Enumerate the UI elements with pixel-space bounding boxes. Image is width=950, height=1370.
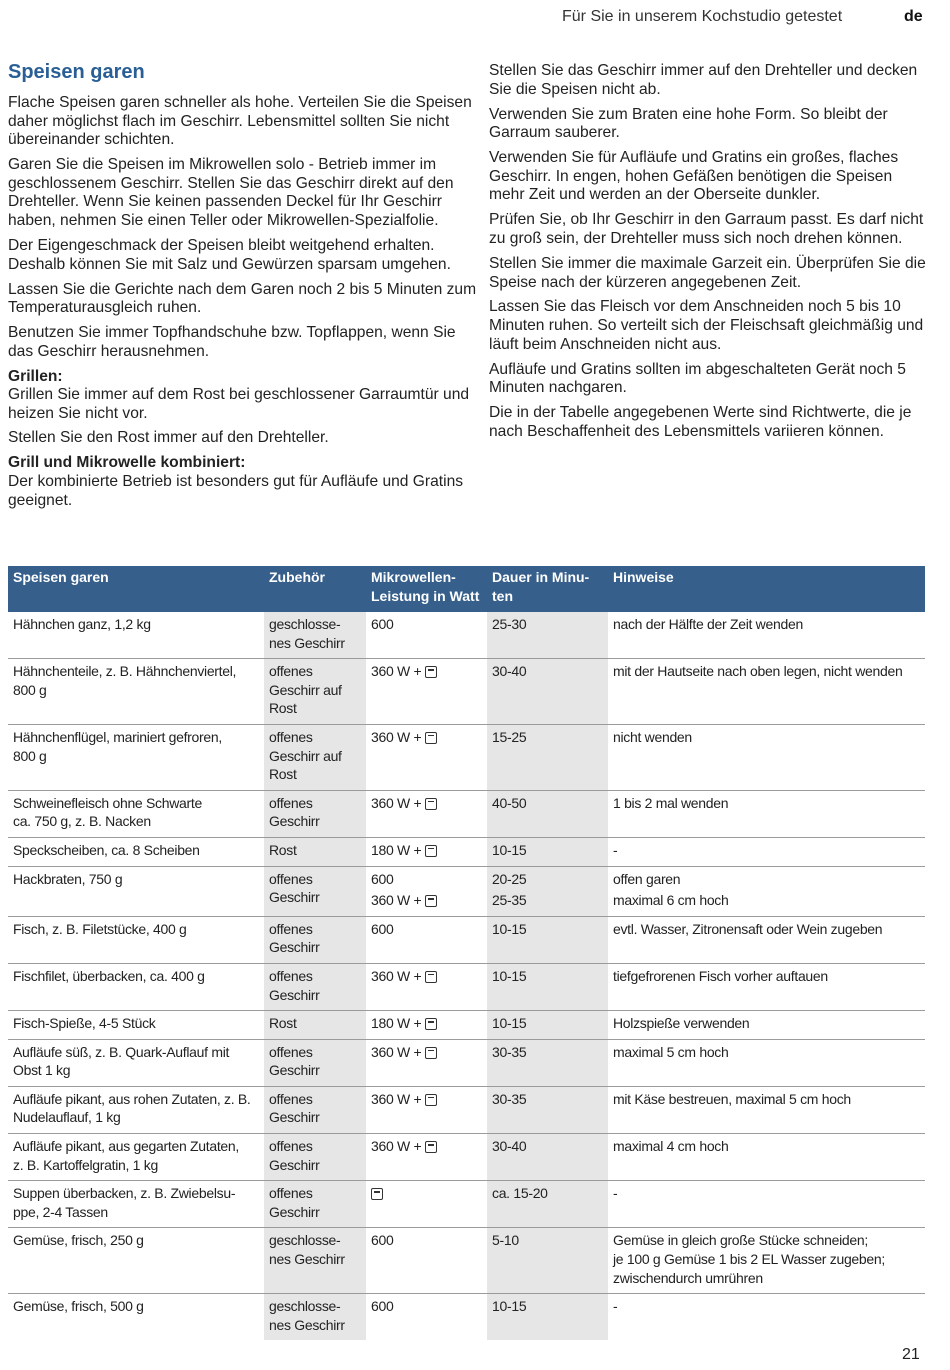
cell-line: maximal 6 cm hoch	[613, 892, 729, 909]
cell-line: 180 W +	[371, 841, 482, 860]
combo-heading: Grill und Mikrowelle kombiniert:	[8, 454, 246, 472]
cell-line: offenes	[269, 870, 313, 887]
cell-line: Aufläufe süß, z. B. Quark-Auflauf mit	[13, 1043, 230, 1060]
cell-acc	[264, 1039, 366, 1086]
grill-icon	[425, 845, 437, 857]
cell-line: mit Käse bestreuen, maximal 5 cm hoch	[613, 1090, 851, 1107]
cell-food	[8, 1181, 264, 1228]
cell-notes	[608, 866, 925, 916]
cell-acc	[264, 1181, 366, 1228]
cell-pow	[366, 612, 487, 659]
cell-line: Geschirr	[269, 889, 320, 906]
table-row	[8, 659, 925, 725]
cell-line: mit der Hautseite nach oben legen, nicht wenden	[613, 663, 903, 680]
cell-acc	[264, 1134, 366, 1181]
cell-notes	[608, 1086, 925, 1133]
table-row	[8, 1039, 925, 1086]
cell-line: ppe, 2-4 Tassen	[13, 1203, 108, 1220]
table-row	[8, 1294, 925, 1341]
cell-acc	[264, 963, 366, 1010]
cell-dur	[487, 724, 608, 790]
cell-acc	[264, 724, 366, 790]
language-code: de	[904, 8, 923, 25]
cell-line: Suppen überbacken, z. B. Zwiebelsu-	[13, 1185, 236, 1202]
cell-acc	[264, 1086, 366, 1133]
paragraph: Der Eigengeschmack der Speisen bleibt weitgehend erhalten. Deshalb können Sie mit Salz und Gewürzen sparsam umgehen.	[8, 236, 451, 273]
paragraph: Stellen Sie immer die maximale Garzeit ein. Überprüfen Sie die Speise nach der kürzeren angegebenen Zeit.	[489, 254, 926, 291]
cell-pow	[366, 916, 487, 963]
cell-food	[8, 1011, 264, 1040]
paragraph: Benutzen Sie immer Topfhandschuhe bzw. Topflappen, wenn Sie das Geschirr herausnehmen.	[8, 324, 456, 360]
cell-notes	[608, 963, 925, 1010]
cell-food	[8, 963, 264, 1010]
cell-line: Gemüse in gleich große Stücke schneiden;	[613, 1232, 868, 1249]
cell-line: Geschirr	[269, 986, 320, 1003]
header-duration: Dauer in Minu- ten	[487, 566, 608, 612]
table-row	[8, 1086, 925, 1133]
left-column	[8, 60, 478, 517]
cell-acc	[264, 1011, 366, 1040]
cell-notes	[608, 837, 925, 866]
cell-line: nach der Hälfte der Zeit wenden	[613, 616, 803, 632]
table-row	[8, 837, 925, 866]
cell-line: Hähnchen ganz, 1,2 kg	[13, 616, 151, 632]
header-title: Für Sie in unserem Kochstudio getestet	[562, 8, 843, 25]
cell-notes	[608, 790, 925, 837]
cell-food	[8, 1086, 264, 1133]
paragraph: Garen Sie die Speisen im Mikrowellen solo - Betrieb immer im geschlossenem Geschirr. Stellen Sie das Geschirr direkt auf den Drehteller. Wenn Sie keinen passenden Deckel für Ihr Geschirr haben, nehmen Sie einen Teller oder Mikrowellen-Spezialfolie.	[8, 156, 454, 229]
cell-line: Geschirr	[269, 1109, 320, 1126]
table-row	[8, 1181, 925, 1228]
grill-icon	[425, 1094, 437, 1106]
cell-acc	[264, 612, 366, 659]
header-accessory: Zubehör	[264, 566, 366, 612]
cell-line: nes Geschirr	[269, 1251, 345, 1268]
cell-line: 10-15	[492, 841, 527, 858]
cell-line: offen garen	[613, 870, 681, 887]
cell-dur	[487, 790, 608, 837]
grill-icon	[425, 971, 437, 983]
cell-pow	[366, 1134, 487, 1181]
grill-icon	[425, 798, 437, 810]
cell-line: 600	[371, 1298, 394, 1315]
cell-food	[8, 724, 264, 790]
cell-line: 600	[371, 1232, 394, 1249]
cell-line: 30-40	[492, 663, 527, 680]
cell-line: Speckscheiben, ca. 8 Scheiben	[13, 841, 200, 858]
cell-line: nes Geschirr	[269, 634, 345, 651]
cell-line: Rost	[269, 700, 297, 717]
cell-food	[8, 1228, 264, 1294]
grill-icon	[425, 1047, 437, 1059]
cell-pow	[366, 1181, 487, 1228]
cell-line: Fisch-Spieße, 4-5 Stück	[13, 1015, 156, 1032]
cell-pow	[366, 1228, 487, 1294]
cell-pow	[366, 724, 487, 790]
cell-dur	[487, 1228, 608, 1294]
cell-food	[8, 837, 264, 866]
cell-acc	[264, 790, 366, 837]
cell-line: 30-40	[492, 1138, 527, 1155]
cell-pow	[366, 837, 487, 866]
cell-line: Gemüse, frisch, 500 g	[13, 1298, 144, 1315]
header-food: Speisen garen	[8, 566, 264, 612]
table-row	[8, 1228, 925, 1294]
cell-line: Holzspieße verwenden	[613, 1015, 750, 1032]
cell-notes	[608, 916, 925, 963]
cell-line: 360 W +	[371, 662, 482, 681]
paragraph: Grillen Sie immer auf dem Rost bei geschlossener Garraumtür und heizen Sie nicht vor.	[8, 386, 470, 422]
cell-line: Geschirr	[269, 939, 320, 956]
cell-food	[8, 1039, 264, 1086]
cell-line: 10-15	[492, 967, 527, 984]
cell-food	[8, 866, 264, 916]
cell-line: 360 W +	[371, 1137, 482, 1156]
cell-line: 5-10	[492, 1232, 519, 1249]
cell-notes	[608, 1011, 925, 1040]
cell-line: 30-35	[492, 1090, 527, 1107]
cell-dur	[487, 612, 608, 659]
cell-pow	[366, 1294, 487, 1341]
paragraph: Aufläufe und Gratins sollten im abgeschalteten Gerät noch 5 Minuten nachgaren.	[489, 360, 906, 397]
cell-line: 40-50	[492, 794, 527, 811]
cell-line: Geschirr auf	[269, 747, 342, 764]
cell-food	[8, 1294, 264, 1341]
cell-line: Geschirr	[269, 813, 320, 830]
cell-food	[8, 659, 264, 725]
table-header-row	[8, 566, 925, 612]
grill-icon	[425, 1141, 437, 1153]
cell-pow	[366, 790, 487, 837]
cell-line: 15-25	[492, 728, 527, 745]
section-title: Speisen garen	[8, 61, 145, 83]
paragraph: Verwenden Sie für Aufläufe und Gratins ein großes, flaches Geschirr. In engen, hohen Gefäßen benötigen die Speisen mehr Zeit und werden an der Oberseite dunkler.	[489, 149, 899, 204]
cell-dur	[487, 963, 608, 1010]
paragraph: Stellen Sie den Rost immer auf den Drehteller.	[8, 429, 329, 447]
cell-food	[8, 1134, 264, 1181]
cell-acc	[264, 1228, 366, 1294]
paragraph: Stellen Sie das Geschirr immer auf den Drehteller und decken Sie die Speisen nicht ab.	[489, 62, 918, 98]
cell-line: geschlosse-	[269, 616, 341, 632]
grill-heading: Grillen:	[8, 367, 63, 385]
cell-dur	[487, 659, 608, 725]
table-row	[8, 866, 925, 916]
cell-line: evtl. Wasser, Zitronensaft oder Wein zugeben	[613, 920, 883, 937]
grill-icon	[371, 1188, 383, 1200]
cell-line: nicht wenden	[613, 728, 692, 745]
cell-dur	[487, 1039, 608, 1086]
cell-line: z. B. Kartoffelgratin, 1 kg	[13, 1156, 158, 1173]
cell-line: Rost	[269, 766, 297, 783]
cell-line: Geschirr	[269, 1203, 320, 1220]
cell-line: Geschirr auf	[269, 681, 342, 698]
page-number: 21	[902, 1346, 920, 1363]
cell-line: Rost	[269, 1015, 297, 1032]
cell-line: 360 W +	[371, 891, 482, 910]
cell-dur	[487, 916, 608, 963]
cell-line: 600	[371, 920, 394, 937]
table-row	[8, 963, 925, 1010]
cell-notes	[608, 659, 925, 725]
cooking-table	[8, 566, 925, 1340]
header-notes: Hinweise	[608, 566, 925, 612]
cell-line: 30-35	[492, 1043, 527, 1060]
cell-dur	[487, 1294, 608, 1341]
cell-line: 10-15	[492, 920, 527, 937]
cell-line: 800 g	[13, 681, 47, 698]
cell-acc	[264, 659, 366, 725]
cell-line: offenes	[269, 1138, 313, 1155]
cell-pow	[366, 659, 487, 725]
table-row	[8, 790, 925, 837]
cell-pow	[366, 963, 487, 1010]
cell-food	[8, 916, 264, 963]
cell-line: 20-25	[492, 870, 527, 887]
cell-food	[8, 790, 264, 837]
grill-section	[8, 368, 478, 424]
cell-notes	[608, 1134, 925, 1181]
cell-line: 600	[371, 616, 394, 632]
paragraph: Lassen Sie die Gerichte nach dem Garen noch 2 bis 5 Minuten zum Temperaturausgleich ruhen.	[8, 280, 477, 317]
cell-line: 360 W +	[371, 794, 482, 813]
cell-line: offenes	[269, 967, 313, 984]
cell-line: ca. 750 g, z. B. Nacken	[13, 813, 151, 830]
cell-pow	[366, 1039, 487, 1086]
cell-line: 800 g	[13, 747, 47, 764]
cell-notes	[608, 1181, 925, 1228]
cell-notes	[608, 724, 925, 790]
cell-line: Hähnchenteile, z. B. Hähnchenviertel,	[13, 663, 237, 680]
table-row	[8, 1134, 925, 1181]
table-row	[8, 916, 925, 963]
cell-dur	[487, 1011, 608, 1040]
cell-line	[371, 1184, 482, 1203]
cell-line: geschlosse-	[269, 1232, 341, 1249]
cell-line: Aufläufe pikant, aus gegarten Zutaten,	[13, 1138, 239, 1155]
grill-icon	[425, 732, 437, 744]
cell-line: 600	[371, 870, 394, 887]
cell-line: Obst 1 kg	[13, 1062, 71, 1079]
cell-food	[8, 612, 264, 659]
cell-dur	[487, 837, 608, 866]
cell-line: Hackbraten, 750 g	[13, 870, 123, 887]
cell-line: 360 W +	[371, 967, 482, 986]
cell-line: Geschirr	[269, 1062, 320, 1079]
cell-line: offenes	[269, 920, 313, 937]
cell-line: je 100 g Gemüse 1 bis 2 EL Wasser zugeben;	[613, 1251, 885, 1268]
cell-line: maximal 4 cm hoch	[613, 1138, 729, 1155]
cell-line: Fisch, z. B. Filetstücke, 400 g	[13, 920, 187, 937]
cell-pow	[366, 1011, 487, 1040]
cell-line: Aufläufe pikant, aus rohen Zutaten, z. B.	[13, 1090, 251, 1107]
cell-line: 25-35	[492, 892, 527, 909]
table-row	[8, 1011, 925, 1040]
cell-line: ca. 15-20	[492, 1185, 548, 1202]
cell-dur	[487, 1181, 608, 1228]
cell-dur	[487, 1134, 608, 1181]
cell-line: 10-15	[492, 1298, 527, 1315]
paragraph: Lassen Sie das Fleisch vor dem Anschneiden noch 5 bis 10 Minuten ruhen. So verteilt sich der Fleischsaft gleichmäßig und läuft beim Anschneiden nicht aus.	[489, 298, 924, 353]
cell-line: Gemüse, frisch, 250 g	[13, 1232, 144, 1249]
header-power: Mikrowellen- Leistung in Watt	[366, 566, 487, 612]
cell-line: 360 W +	[371, 728, 482, 747]
cell-line: Fischfilet, überbacken, ca. 400 g	[13, 967, 205, 984]
cell-line: Rost	[269, 841, 297, 858]
cell-line: nes Geschirr	[269, 1316, 345, 1333]
cell-line: Nudelauflauf, 1 kg	[13, 1109, 121, 1126]
cell-line: tiefgefrorenen Fisch vorher auftauen	[613, 967, 828, 984]
cell-line: 1 bis 2 mal wenden	[613, 794, 729, 811]
grill-icon	[425, 1018, 437, 1030]
cell-acc	[264, 837, 366, 866]
cell-notes	[608, 1294, 925, 1341]
cell-line: Hähnchenflügel, mariniert gefroren,	[13, 728, 222, 745]
cell-pow	[366, 1086, 487, 1133]
grill-icon	[425, 666, 437, 678]
paragraph: Verwenden Sie zum Braten eine hohe Form. So bleibt der Garraum sauberer.	[489, 105, 888, 142]
cell-line: offenes	[269, 1090, 313, 1107]
cell-line: -	[613, 841, 618, 858]
combo-section	[8, 454, 478, 510]
cell-acc	[264, 916, 366, 963]
cell-line: offenes	[269, 663, 313, 680]
table-row	[8, 612, 925, 659]
paragraph: Flache Speisen garen schneller als hohe. Verteilen Sie die Speisen daher möglichst flach im Geschirr. Lebensmittel sollten Sie nicht übereinander schichten.	[8, 94, 472, 149]
right-column	[489, 62, 929, 448]
cell-line: 25-30	[492, 616, 527, 632]
cell-notes	[608, 1228, 925, 1294]
cell-notes	[608, 1039, 925, 1086]
cell-dur	[487, 866, 608, 916]
paragraph: Der kombinierte Betrieb ist besonders gut für Aufläufe und Gratins geeignet.	[8, 473, 464, 509]
table-row	[8, 724, 925, 790]
paragraph: Die in der Tabelle angegebenen Werte sind Richtwerte, die je nach Beschaffenheit des Lebensmittels variieren können.	[489, 404, 912, 440]
cell-line: -	[613, 1298, 618, 1315]
cell-notes	[608, 612, 925, 659]
cell-dur	[487, 1086, 608, 1133]
grill-icon	[425, 895, 437, 907]
cell-line: 180 W +	[371, 1014, 482, 1033]
cell-line: -	[613, 1185, 618, 1202]
cell-line: Schweinefleisch ohne Schwarte	[13, 794, 202, 811]
cell-line: 360 W +	[371, 1043, 482, 1062]
cell-line: zwischendurch umrühren	[613, 1269, 763, 1286]
cell-line: geschlosse-	[269, 1298, 341, 1315]
cell-acc	[264, 866, 366, 916]
cell-line: offenes	[269, 728, 313, 745]
cell-acc	[264, 1294, 366, 1341]
cell-line: offenes	[269, 794, 313, 811]
cell-line: maximal 5 cm hoch	[613, 1043, 729, 1060]
cell-pow	[366, 866, 487, 916]
cell-line: 360 W +	[371, 1090, 482, 1109]
cell-line: Geschirr	[269, 1156, 320, 1173]
paragraph: Prüfen Sie, ob Ihr Geschirr in den Garraum passt. Es darf nicht zu groß sein, der Drehteller muss sich noch drehen können.	[489, 211, 924, 247]
cell-line: offenes	[269, 1043, 313, 1060]
cell-line: 10-15	[492, 1015, 527, 1032]
cell-line: offenes	[269, 1185, 313, 1202]
